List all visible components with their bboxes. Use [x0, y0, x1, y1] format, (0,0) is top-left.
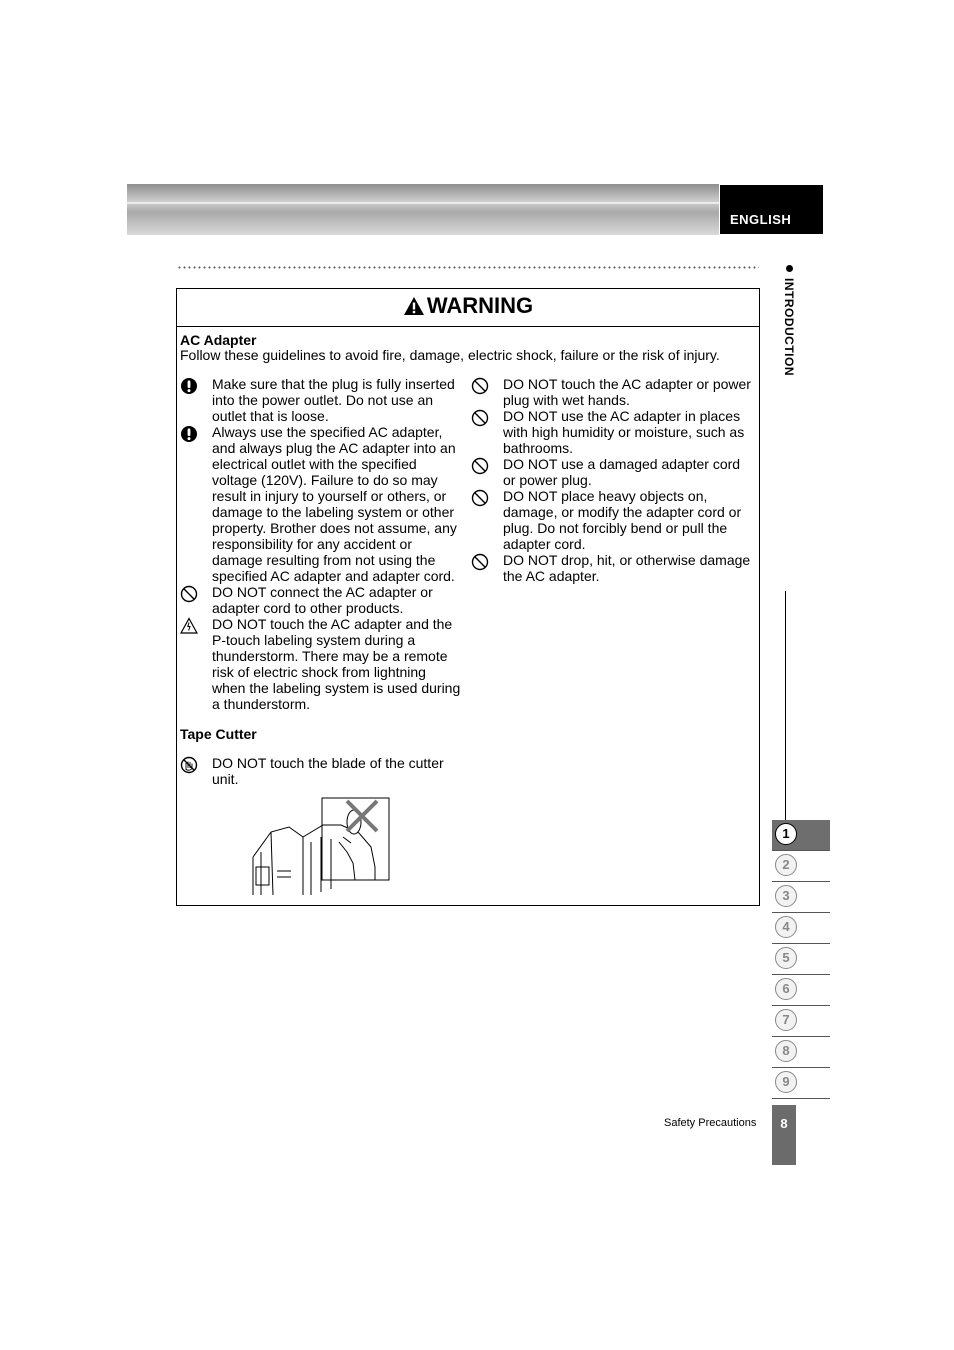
warning-item-text: [503, 488, 741, 552]
warning-item-line: damage to the labeling system or other: [212, 504, 455, 520]
caution-triangle-icon: [180, 617, 198, 635]
warning-item-text: [212, 616, 460, 712]
warning-item-text: [503, 376, 751, 408]
warning-item-line: DO NOT place heavy objects on,: [503, 488, 708, 504]
chapter-number: 5: [775, 947, 797, 969]
warning-item-line: adapter cord.: [503, 536, 586, 552]
warning-item-line: damage resulting from not using the: [212, 552, 436, 568]
chapter-number: 7: [775, 1009, 797, 1031]
chapter-number: 4: [775, 916, 797, 938]
prohibited-icon: [471, 409, 489, 427]
chapter-number: 3: [775, 885, 797, 907]
warning-item-line: a thunderstorm.: [212, 696, 311, 712]
chapter-number: 1: [775, 823, 797, 845]
chapter-number: 8: [775, 1040, 797, 1062]
warning-title-text: WARNING: [426, 293, 534, 318]
ac-adapter-heading: AC Adapter: [180, 332, 257, 348]
tape-cutter-heading: Tape Cutter: [180, 726, 257, 742]
chapter-tab-7[interactable]: [772, 1006, 830, 1037]
dotted-divider: [177, 266, 759, 269]
warning-item-text: [503, 408, 744, 456]
warning-item-text: [212, 584, 433, 616]
warning-box: [176, 288, 760, 906]
warning-title: [177, 289, 759, 327]
warning-item-line: plug. Do not forcibly bend or pull the: [503, 520, 728, 536]
warning-item-line: the AC adapter.: [503, 568, 600, 584]
warning-item-line: or power plug.: [503, 472, 592, 488]
bullet-icon: [786, 265, 793, 272]
chapter-tab-2[interactable]: [772, 851, 830, 882]
warning-item-line: DO NOT touch the AC adapter or power: [503, 376, 751, 392]
warning-item-text: [212, 755, 444, 787]
warning-item-line: DO NOT touch the blade of the cutter: [212, 755, 444, 771]
warning-item-line: result in injury to yourself or others, or: [212, 488, 447, 504]
warning-item-line: when the labeling system is used during: [212, 680, 461, 696]
header-band: [127, 184, 719, 235]
prohibited-icon: [180, 585, 198, 603]
warning-item-line: unit.: [212, 771, 239, 787]
chapter-tab-3[interactable]: [772, 882, 830, 913]
chapter-tab-4[interactable]: [772, 913, 830, 944]
ac-adapter-intro: Follow these guidelines to avoid fire, damage, electric shock, failure or the risk of injury.: [180, 347, 720, 363]
warning-item-line: and always plug the AC adapter into an: [212, 440, 456, 456]
prohibited-icon: [471, 553, 489, 571]
section-side-label-text: INTRODUCTION: [782, 278, 796, 376]
mandatory-icon: [180, 377, 198, 395]
warning-item-line: voltage (120V). Failure to do so may: [212, 472, 438, 488]
warning-item-line: bathrooms.: [503, 440, 574, 456]
footer-section-title: Safety Precautions: [664, 1117, 757, 1129]
chapter-tab-8[interactable]: [772, 1037, 830, 1068]
prohibited-icon: [471, 457, 489, 475]
page-number: 8: [772, 1105, 796, 1165]
warning-item-line: P-touch labeling system during a: [212, 632, 416, 648]
chapter-number: 6: [775, 978, 797, 1000]
warning-item-line: DO NOT touch the AC adapter and the: [212, 616, 453, 632]
chapter-tab-1[interactable]: [772, 820, 830, 851]
prohibited-icon: [471, 377, 489, 395]
chapter-tabs: [772, 820, 830, 1099]
warning-item-line: property. Brother does not assume, any: [212, 520, 457, 536]
chapter-number: 9: [775, 1071, 797, 1093]
warning-item-line: plug with wet hands.: [503, 392, 630, 408]
chapter-tab-9[interactable]: [772, 1068, 830, 1099]
warning-item-line: risk of electric shock from lightning: [212, 664, 426, 680]
warning-item-text: [503, 456, 740, 488]
warning-item-text: [212, 376, 455, 424]
warning-item-line: damage, or modify the adapter cord or: [503, 504, 742, 520]
section-side-label: [776, 265, 796, 376]
mandatory-icon: [180, 425, 198, 443]
warning-item-line: into the power outlet. Do not use an: [212, 392, 434, 408]
warning-item-line: specified AC adapter and adapter cord.: [212, 568, 455, 584]
prohibited-icon: [471, 489, 489, 507]
warning-item-line: DO NOT drop, hit, or otherwise damage: [503, 552, 751, 568]
warning-item-line: DO NOT use a damaged adapter cord: [503, 456, 741, 472]
warning-item-line: Make sure that the plug is fully inserted: [212, 376, 455, 392]
warning-item-line: DO NOT connect the AC adapter or: [212, 584, 433, 600]
warning-item-line: outlet that is loose.: [212, 408, 329, 424]
chapter-tab-5[interactable]: [772, 944, 830, 975]
warning-item-line: responsibility for any accident or: [212, 536, 412, 552]
warning-item-line: thunderstorm. There may be a remote: [212, 648, 448, 664]
cutter-illustration: [251, 797, 391, 895]
language-tab: ENGLISH: [720, 185, 823, 234]
warning-triangle-icon: [403, 296, 425, 316]
warning-item-text: [503, 552, 750, 584]
do-not-touch-icon: [180, 756, 198, 774]
chapter-tab-6[interactable]: [772, 975, 830, 1006]
chapter-number: 2: [775, 854, 797, 876]
side-rule: [785, 591, 786, 821]
warning-item-line: Always use the specified AC adapter,: [212, 424, 443, 440]
warning-item-line: electrical outlet with the specified: [212, 456, 417, 472]
warning-item-text: [212, 424, 457, 584]
warning-item-line: DO NOT use the AC adapter in places: [503, 408, 741, 424]
warning-item-line: adapter cord to other products.: [212, 600, 404, 616]
warning-item-line: with high humidity or moisture, such as: [503, 424, 745, 440]
